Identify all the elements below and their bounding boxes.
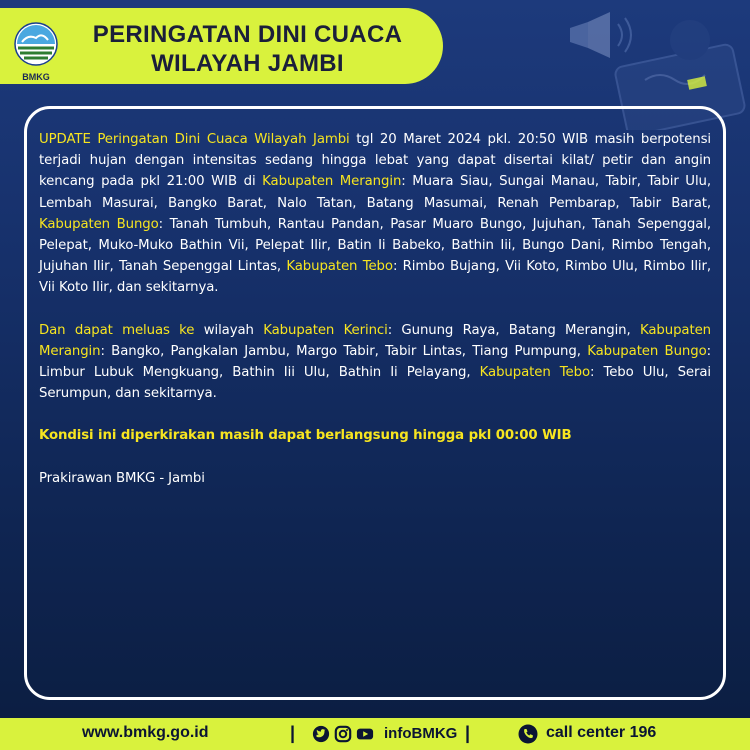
region-merangin: Kabupaten Merangin: [262, 174, 402, 190]
region-bungo: Kabupaten Bungo: [39, 216, 159, 232]
title-line-2: WILAYAH JAMBI: [151, 50, 344, 77]
youtube-icon[interactable]: [356, 725, 374, 743]
update-heading: UPDATE Peringatan Dini Cuaca Wilayah Jambi: [39, 132, 350, 147]
footer-separator-1: |: [290, 723, 296, 743]
header-banner: [0, 8, 443, 84]
expansion-intro-text: wilayah: [194, 322, 264, 338]
instagram-icon[interactable]: [334, 725, 352, 743]
call-center[interactable]: call center 196: [546, 724, 657, 741]
warning-intro-text: tgl 20 Maret 2024 pkl. 20:50 WIB masih berpotensi terjadi hujan dengan intensitas sedang hingga lebat yang dapat disertai kilat/ petir dan angin kencang pada pkl 21:00 WIB di: [39, 132, 711, 190]
expansion-heading: Dan dapat meluas ke: [39, 322, 195, 338]
page-title: [70, 20, 425, 78]
warning-paragraph-2: [39, 320, 711, 405]
region-merangin-2: Kabupaten Merangin: [39, 322, 711, 359]
areas-merangin: : Muara Siau, Sungai Manau, Tabir, Tabir Ulu, Lembah Masurai, Bangko Barat, Nalo Tatan, Batang Masumai, Renah Pembarap, Tabir Barat,: [39, 174, 711, 211]
areas-kerinci: : Gunung Raya, Batang Merangin,: [387, 322, 640, 338]
condition-statement: Kondisi ini diperkirakan masih dapat berlangsung hingga pkl 00:00 WIB: [39, 428, 572, 444]
areas-merangin-2: : Bangko, Pangkalan Jambu, Margo Tabir, Tabir Lintas, Tiang Pumpung,: [100, 343, 588, 359]
areas-tebo-2: : Tebo Ulu, Serai Serumpun, dan sekitarnya.: [39, 365, 712, 402]
logo-text: BMKG: [22, 72, 50, 82]
social-icons: [312, 725, 374, 743]
areas-tebo: : Rimbo Bujang, Vii Koto, Rimbo Ulu, Rimbo Ilir, Vii Koto Ilir, dan sekitarnya.: [39, 259, 712, 296]
footer-separator-2: |: [465, 723, 471, 743]
social-handle[interactable]: infoBMKG: [384, 725, 458, 742]
twitter-icon[interactable]: [312, 725, 330, 743]
region-bungo-2: Kabupaten Bungo: [587, 343, 707, 359]
warning-card: [24, 106, 726, 700]
region-tebo-2: Kabupaten Tebo: [479, 365, 590, 381]
areas-bungo: : Tanah Tumbuh, Rantau Pandan, Pasar Muaro Bungo, Jujuhan, Tanah Sepenggal, Pelepat, Muko-Muko Bathin Vii, Pelepat Ilir, Batin Ii Babeko, Bathin Iii, Bungo Dani, Rimbo Tengah, Jujuhan Ilir, Tanah Sepenggal Lintas,: [39, 216, 711, 275]
website-link[interactable]: www.bmkg.go.id: [82, 724, 209, 741]
phone-icon: [518, 724, 538, 744]
bmkg-logo-icon: [12, 22, 60, 70]
region-kerinci: Kabupaten Kerinci: [263, 322, 388, 338]
forecaster-signature: Prakirawan BMKG - Jambi: [39, 470, 205, 486]
bmkg-logo: [12, 22, 60, 82]
title-line-1: PERINGATAN DINI CUACA: [92, 21, 403, 48]
warning-paragraph-1: [39, 129, 711, 299]
region-tebo: Kabupaten Tebo: [286, 259, 393, 275]
areas-bungo-2: : Limbur Lubuk Mengkuang, Bathin Iii Ulu, Bathin Ii Pelayang,: [39, 343, 711, 381]
footer-bar: [0, 718, 750, 750]
